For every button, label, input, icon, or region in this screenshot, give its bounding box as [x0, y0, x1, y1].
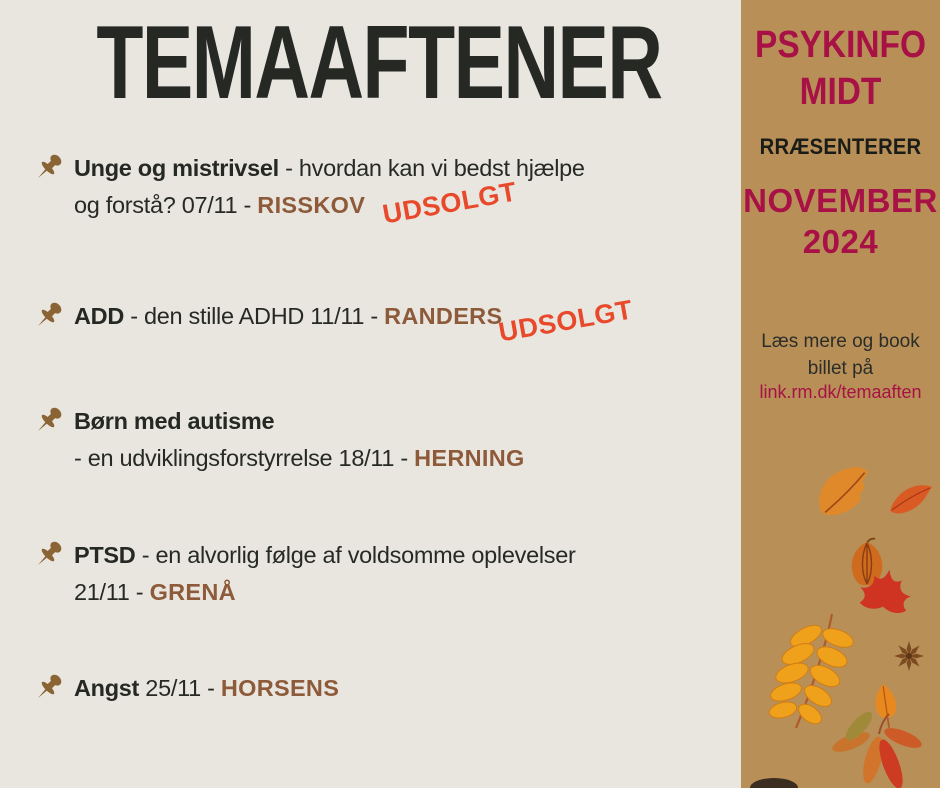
sidebar	[741, 0, 940, 788]
cta-line2: billet på	[807, 358, 874, 379]
seed-pod-icon	[749, 776, 799, 788]
event-date: 25/11 -	[139, 675, 221, 701]
pushpin-icon	[30, 403, 66, 439]
event-description: - en alvorlig følge af voldsomme oplevelser	[135, 542, 576, 568]
oak-leaf-icon	[809, 460, 880, 527]
event-city: RISSKOV	[257, 192, 366, 218]
event-text	[74, 403, 720, 477]
event-item-unge-og-mistrivsel	[30, 150, 720, 230]
event-item-add	[30, 294, 720, 348]
month-label: NOVEMBER	[743, 182, 938, 219]
page-title: TEMAAFTENER	[96, 5, 662, 121]
booking-link[interactable]: link.rm.dk/temaaften	[759, 382, 922, 402]
pushpin-icon	[30, 298, 66, 334]
star-anise-icon	[889, 638, 929, 674]
event-city: HERNING	[414, 445, 525, 471]
pushpin-icon	[30, 150, 66, 186]
year-label: 2024	[802, 223, 879, 260]
event-date: og forstå? 07/11 -	[74, 192, 258, 218]
creeper-leaf-icon	[831, 712, 926, 788]
red-leaf-icon	[888, 479, 934, 519]
soldout-stamp: UDSOLGT	[380, 176, 519, 230]
soldout-stamp: UDSOLGT	[496, 294, 635, 348]
cta-text	[741, 328, 940, 382]
brand-line2: MIDT	[799, 71, 882, 113]
event-title: PTSD	[74, 542, 136, 568]
event-city: GRENÅ	[149, 579, 236, 605]
event-description: - en udviklingsforstyrrelse 18/11 -	[74, 445, 415, 471]
event-description: - hvordan kan vi bedst hjælpe	[278, 155, 585, 181]
event-text	[74, 670, 720, 707]
event-city: RANDERS	[384, 303, 503, 329]
brand-title	[753, 22, 928, 116]
event-title: Angst	[74, 675, 140, 701]
brand-line1: PSYKINFO	[755, 24, 926, 66]
event-item-angst	[30, 670, 720, 707]
maple-leaf-icon	[851, 561, 918, 628]
event-city: HORSENS	[220, 675, 340, 701]
cta-line1: Læs mere og book	[761, 331, 920, 352]
event-text	[74, 537, 720, 611]
pushpin-icon	[30, 537, 66, 573]
event-item-ptsd	[30, 537, 720, 611]
event-title: ADD	[74, 303, 125, 329]
event-title: Unge og mistrivsel	[74, 155, 279, 181]
event-item-born-med-autisme	[30, 403, 720, 477]
event-date: 21/11 -	[74, 579, 150, 605]
pushpin-icon	[30, 670, 66, 706]
month-year-label	[741, 180, 940, 262]
presents-label: RRÆSENTERER	[759, 134, 922, 159]
event-description: - den stille ADHD 11/11 -	[124, 303, 385, 329]
event-title: Børn med autisme	[74, 408, 275, 434]
